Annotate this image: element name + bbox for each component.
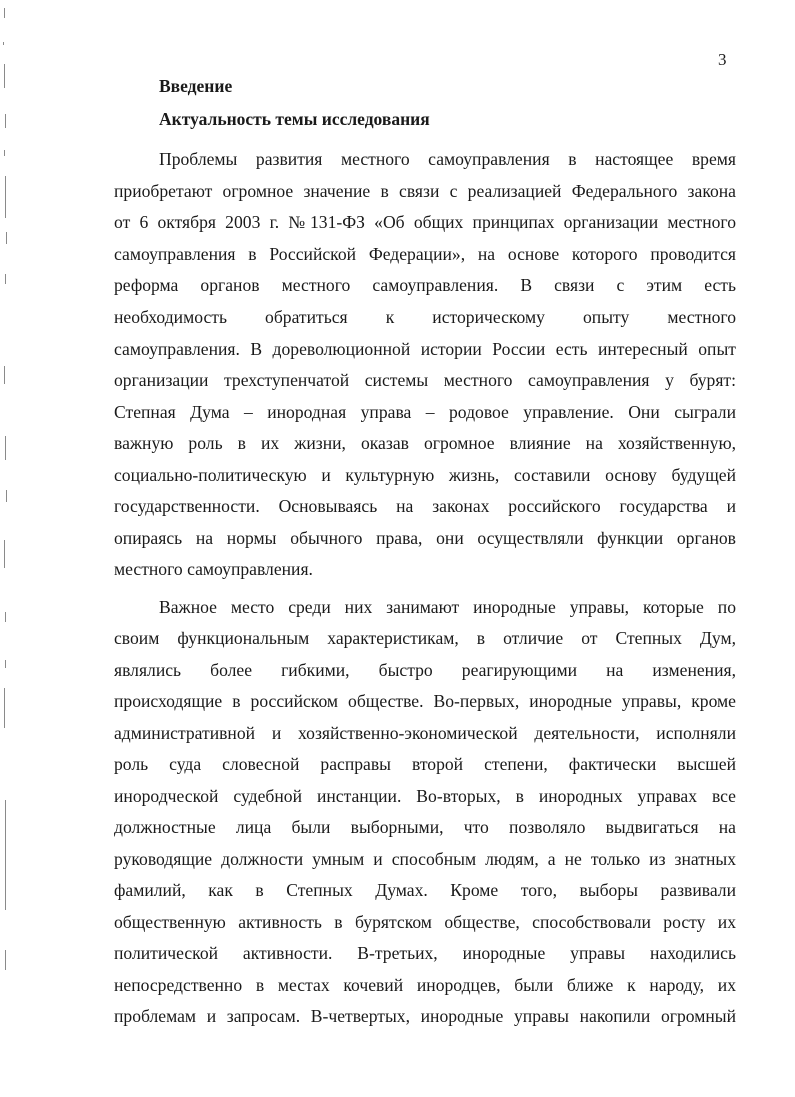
text-line: социально-политическую и культурную жизнь, составили основу будущей xyxy=(114,465,736,485)
text-line: своим функциональным характеристикам, в отличие от Степных Дум, xyxy=(114,628,736,648)
text-line: Степная Дума – инородная управа – родовое управление. Они сыграли xyxy=(114,402,736,422)
text-line: важную роль в их жизни, оказав огромное влияние на хозяйственную, xyxy=(114,433,736,453)
text-line: непосредственно в местах кочевий инородцев, были ближе к народу, их xyxy=(114,975,736,995)
text-line: руководящие должности умным и способным людям, а не только из знатных xyxy=(114,849,736,869)
text-line: роль суда словесной расправы второй степени, фактически высшей xyxy=(114,754,736,774)
text-line: государственности. Основываясь на законах российского государства и xyxy=(114,496,736,516)
text-line: организации трехступенчатой системы местного самоуправления у бурят: xyxy=(114,370,736,390)
text-line: Проблемы развития местного самоуправления в настоящее время xyxy=(159,149,736,169)
page-number: 3 xyxy=(718,50,727,69)
text-line: от 6 октября 2003 г. №131-ФЗ «Об общих принципах организации местного xyxy=(114,212,736,232)
text-line: самоуправления в Российской Федерации», на основе которого проводится xyxy=(114,244,736,264)
text-line: опираясь на нормы обычного права, они осуществляли функции органов xyxy=(114,528,736,548)
text-line: административной и хозяйственно-экономической деятельности, исполняли xyxy=(114,723,736,743)
text-line: реформа органов местного самоуправления. В связи с этим есть xyxy=(114,275,736,295)
heading-relevance: Актуальность темы исследования xyxy=(159,109,430,129)
text-line: инородческой судебной инстанции. Во-вторых, в инородных управах все xyxy=(114,786,736,806)
text-line: являлись более гибкими, быстро реагирующими на изменения, xyxy=(114,660,736,680)
scan-margin-artifacts xyxy=(0,0,16,1097)
text-line: необходимость обратиться к историческому опыту местного xyxy=(114,307,736,327)
text-line: должностные лица были выборными, что позволяло выдвигаться на xyxy=(114,817,736,837)
text-line: местного самоуправления. xyxy=(114,559,313,579)
text-line: проблемам и запросам. В-четвертых, инородные управы накопили огромный xyxy=(114,1006,736,1026)
text-line: общественную активность в бурятском обществе, способствовали росту их xyxy=(114,912,736,932)
heading-introduction: Введение xyxy=(159,76,233,96)
text-line: политической активности. В-третьих, инородные управы находились xyxy=(114,943,736,963)
text-line: самоуправления. В дореволюционной истории России есть интересный опыт xyxy=(114,339,736,359)
text-line: фамилий, как в Степных Думах. Кроме того, выборы развивали xyxy=(114,880,736,900)
text-line: происходящие в российском обществе. Во-первых, инородные управы, кроме xyxy=(114,691,736,711)
text-line: приобретают огромное значение в связи с реализацией Федерального закона xyxy=(114,181,736,201)
text-line: Важное место среди них занимают инородные управы, которые по xyxy=(159,597,736,617)
